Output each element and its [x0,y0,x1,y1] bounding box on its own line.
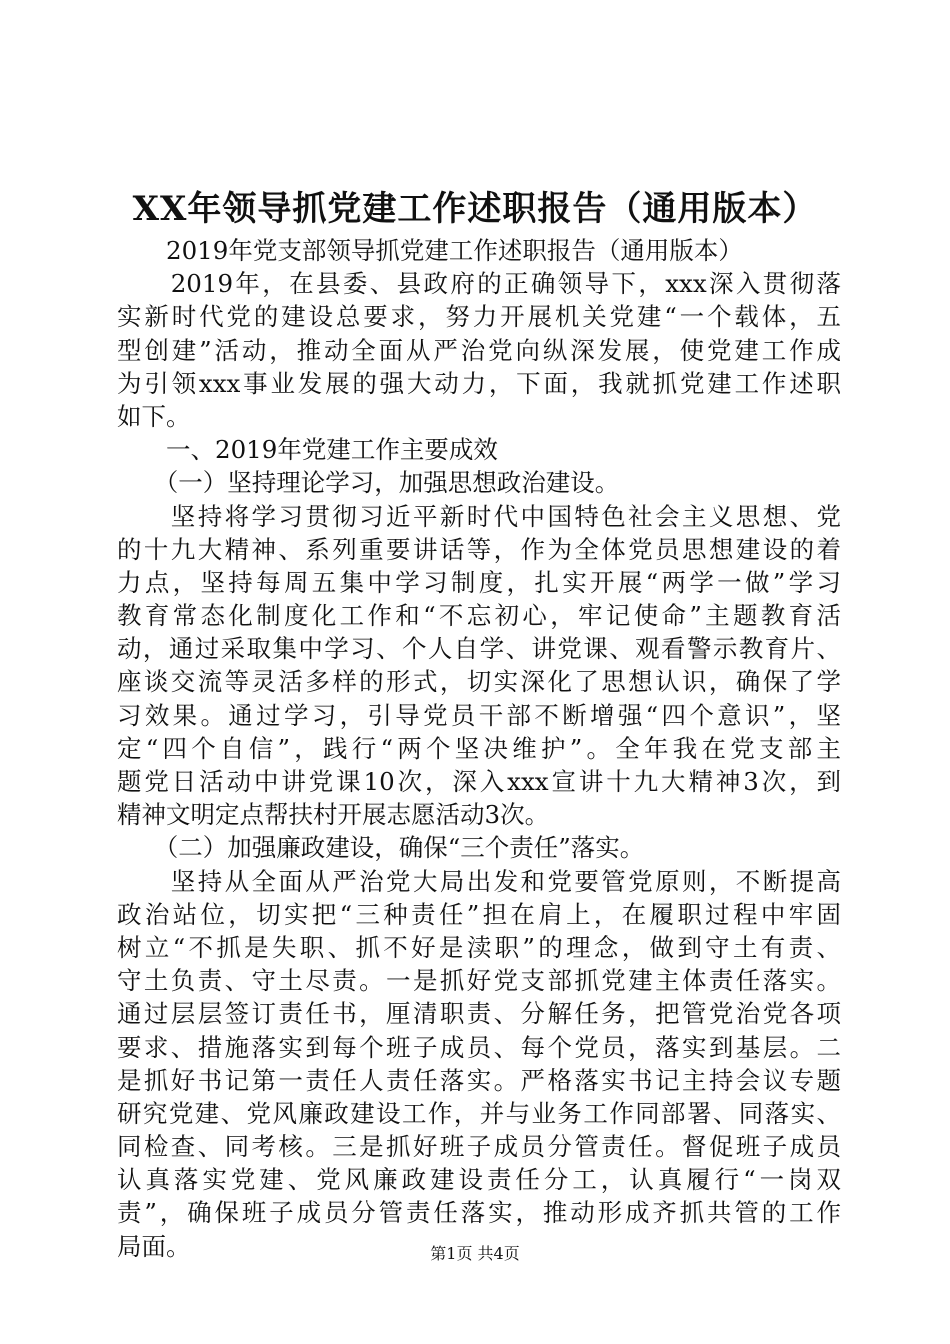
text-line: 题党日活动中讲党课10次，深入xxx宣讲十九大精神3次，到 [117,767,841,796]
document-body [117,234,841,1263]
text-line: 认真落实党建、党风廉政建设责任分工，认真履行“一岗双 [117,1165,841,1195]
text-line: 座谈交流等灵活多样的形式，切实深化了思想认识，确保了学 [117,667,841,697]
text-line: 是抓好书记第一责任人责任落实。严格落实书记主持会议专题 [117,1065,841,1095]
text-line: 2019年党支部领导抓党建工作述职报告（通用版本） [117,236,743,265]
text-line: 同检查、同考核。三是抓好班子成员分管责任。督促班子成员 [117,1132,841,1162]
text-line: 要求、措施落实到每个班子成员、每个党员，落实到基层。二 [117,1032,841,1062]
text-line: （二）加强廉政建设，确保“三个责任”落实。 [117,833,645,863]
text-line: 的十九大精神、系列重要讲话等，作为全体党员思想建设的着 [117,534,841,564]
text-line: 教育常态化制度化工作和“不忘初心，牢记使命”主题教育活 [117,601,841,631]
text-line: 责”，确保班子成员分管责任落实，推动形成齐抓共管的工作 [117,1198,841,1228]
text-line: 型创建”活动，推动全面从严治党向纵深发展，使党建工作成 [117,335,841,365]
text-line: 实新时代党的建设总要求，努力开展机关党建“一个载体，五 [117,302,841,332]
text-line: 2019年，在县委、县政府的正确领导下，xxx深入贯彻落 [117,269,841,299]
text-line: 动，通过采取集中学习、个人自学、讲党课、观看警示教育片、 [117,634,841,664]
page-footer: 第1页 共4页 [430,1244,520,1263]
text-line: 一、2019年党建工作主要成效 [117,435,498,465]
text-line: 树立“不抓是失职、抓不好是渎职”的理念，做到守土有责、 [117,932,841,962]
text-line: 力点，坚持每周五集中学习制度，扎实开展“两学一做”学习 [117,567,841,597]
text-line: 通过层层签订责任书，厘清职责、分解任务，把管党治党各项 [117,999,841,1029]
text-line: 局面。 [117,1231,191,1261]
text-line: 习效果。通过学习，引导党员干部不断增强“四个意识”，坚 [117,700,841,730]
text-line: 定“四个自信”，践行“两个坚决维护”。全年我在党支部主 [117,733,841,763]
text-line: 如下。 [117,401,191,431]
text-line: 为引领xxx事业发展的强大动力，下面，我就抓党建工作述职 [117,368,841,398]
document-title: XX年领导抓党建工作述职报告（通用版本） [132,189,818,229]
text-line: 坚持将学习贯彻习近平新时代中国特色社会主义思想、党 [117,501,841,531]
text-line: 研究党建、党风廉政建设工作，并与业务工作同部署、同落实、 [117,1098,841,1128]
text-line: 坚持从全面从严治党大局出发和党要管党原则，不断提高 [117,866,841,896]
text-line: 守土负责、守土尽责。一是抓好党支部抓党建主体责任落实。 [117,966,841,996]
text-line: 政治站位，切实把“三种责任”担在肩上，在履职过程中牢固 [117,899,841,929]
text-line: 精神文明定点帮扶村开展志愿活动3次。 [117,800,550,830]
text-line: （一）坚持理论学习，加强思想政治建设。 [117,468,620,498]
